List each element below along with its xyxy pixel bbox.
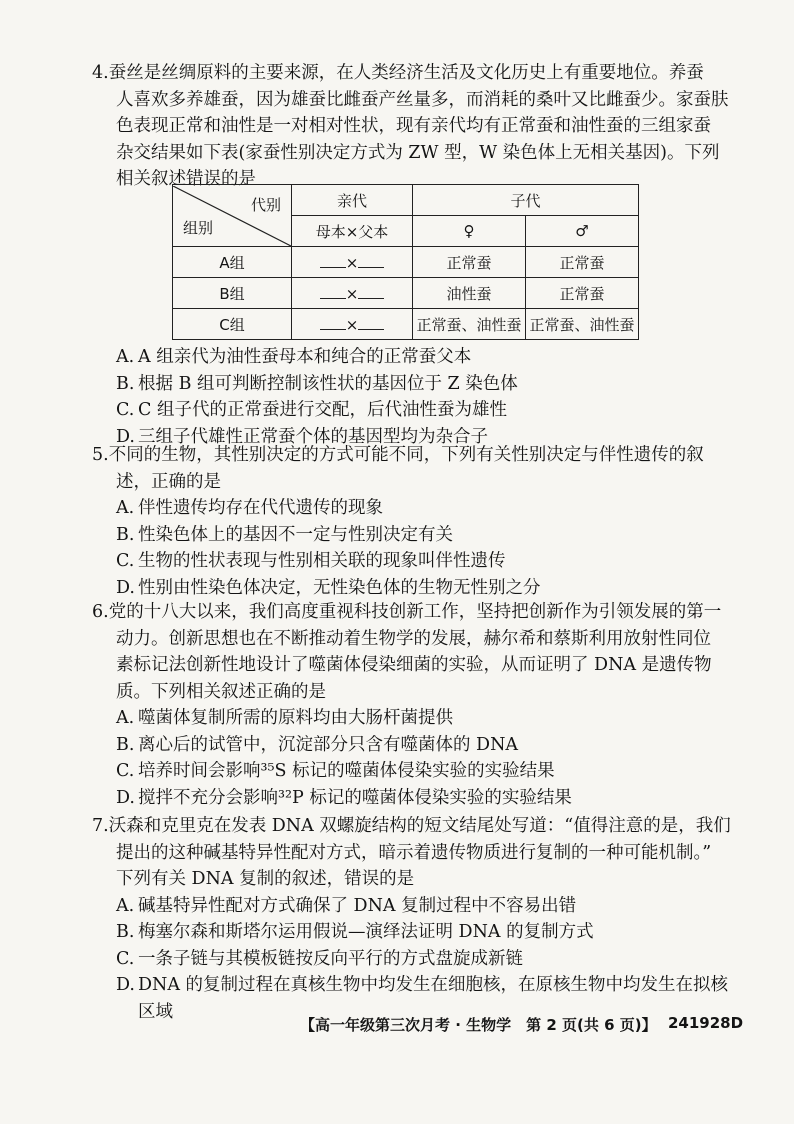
question-6-stem-line: 质。下列相关叙述正确的是: [116, 681, 326, 702]
option-c[interactable]: C. 生物的性状表现与性别相关联的现象叫伴性遗传: [116, 551, 506, 571]
question-7-stem-line: 下列有关 DNA 复制的叙述，错误的是: [116, 869, 415, 889]
group-cell: A组: [173, 247, 292, 278]
question-6-stem-line: 动力。创新思想也在不断推动着生物学的发展，赫尔希和蔡斯利用放射性同位: [116, 628, 711, 649]
question-5-stem-line: 述，正确的是: [116, 471, 221, 492]
option-b[interactable]: B. 性染色体上的基因不一定与性别决定有关: [116, 524, 453, 545]
male-offspring-cell: 正常蚕: [526, 247, 639, 278]
option-d-continuation: 区域: [138, 1001, 173, 1022]
header-female-symbol: ♀: [413, 216, 526, 247]
question-5-stem-line: 5.不同的生物，其性别决定的方式可能不同，下列有关性别决定与伴性遗传的叙: [92, 445, 704, 465]
female-offspring-cell: 油性蚕: [413, 278, 526, 309]
male-offspring-cell: 正常蚕、油性蚕: [526, 309, 639, 340]
header-group-label: 组别: [183, 218, 214, 237]
question-6: [92, 599, 742, 811]
option-d[interactable]: D. 性别由性染色体决定，无性染色体的生物无性别之分: [116, 577, 541, 598]
option-a[interactable]: A. 碱基特异性配对方式确保了 DNA 复制过程中不容易出错: [116, 895, 577, 916]
option-c[interactable]: C. C 组子代的正常蚕进行交配，后代油性蚕为雄性: [116, 400, 507, 420]
question-6-stem-line: 6.党的十八大以来，我们高度重视科技创新工作，坚持把创新作为引领发展的第一: [92, 602, 722, 622]
group-cell: C组: [173, 309, 292, 340]
option-a[interactable]: A. 噬菌体复制所需的原料均由大肠杆菌提供: [116, 708, 453, 728]
page-footer: [300, 1014, 744, 1035]
question-4-stem-line: 人喜欢多养雄蚕，因为雄蚕比雌蚕产丝量多，而消耗的桑叶又比雌蚕少。家蚕肤: [116, 89, 729, 110]
header-generation-label: 代别: [250, 195, 281, 214]
option-d[interactable]: D. 三组子代雄性正常蚕个体的基因型均为杂合子: [116, 426, 488, 447]
question-4-stem-line: 杂交结果如下表(家蚕性别决定方式为 ZW 型，W 染色体上无相关基因)。下列: [116, 142, 720, 163]
male-offspring-cell: 正常蚕: [526, 278, 639, 309]
question-5: [92, 442, 742, 601]
question-7: [92, 813, 742, 1025]
header-parent: 亲代: [292, 185, 413, 216]
question-4-stem-line: 色表现正常和油性是一对相对性状，现有亲代均有正常蚕和油性蚕的三组家蚕: [116, 116, 711, 136]
table-corner-header: [173, 185, 292, 247]
parent-blank-cell: ×: [292, 247, 413, 278]
parent-blank-cell: ×: [292, 309, 413, 340]
parent-blank-cell: ×: [292, 278, 413, 309]
header-male-symbol: ♂: [526, 216, 639, 247]
group-cell: B组: [173, 278, 292, 309]
option-c[interactable]: C. 培养时间会影响³⁵S 标记的噬菌体侵染实验的实验结果: [116, 761, 555, 781]
question-7-stem-line: 7.沃森和克里克在发表 DNA 双螺旋结构的短文结尾处写道：“值得注意的是，我们: [92, 816, 731, 836]
question-4-stem-line: 相关叙述错误的是: [116, 169, 256, 189]
option-d[interactable]: D. DNA 的复制过程在真核生物中均发生在细胞核，在原核生物中均发生在拟核: [116, 975, 729, 995]
option-b[interactable]: B. 离心后的试管中，沉淀部分只含有噬菌体的 DNA: [116, 734, 519, 755]
header-parent-cross: 母本×父本: [292, 216, 413, 247]
female-offspring-cell: 正常蚕、油性蚕: [413, 309, 526, 340]
female-offspring-cell: 正常蚕: [413, 247, 526, 278]
option-c[interactable]: C. 一条子链与其模板链按反向平行的方式盘旋成新链: [116, 948, 523, 969]
table-row: [173, 247, 639, 278]
table-row: [173, 309, 639, 340]
table-row: [173, 278, 639, 309]
footer-title: 【高一年级第三次月考 · 生物学 第 2 页(共 6 页)】: [300, 1016, 657, 1034]
cross-results-table: [172, 184, 639, 340]
option-a[interactable]: A. A 组亲代为油性蚕母本和纯合的正常蚕父本: [116, 347, 472, 367]
paper-code: 241928D: [668, 1014, 744, 1032]
question-7-stem-line: 提出的这种碱基特异性配对方式，暗示着遗传物质进行复制的一种可能机制。”: [116, 842, 712, 863]
option-d[interactable]: D. 搅拌不充分会影响³²P 标记的噬菌体侵染实验的实验结果: [116, 787, 572, 808]
question-4-stem-line: 4.蚕丝是丝绸原料的主要来源，在人类经济生活及文化历史上有重要地位。养蚕: [92, 63, 704, 83]
question-4: [92, 60, 742, 193]
header-offspring: 子代: [413, 185, 639, 216]
option-b[interactable]: B. 根据 B 组可判断控制该性状的基因位于 Z 染色体: [116, 373, 518, 394]
option-a[interactable]: A. 伴性遗传均存在代代遗传的现象: [116, 498, 383, 518]
question-4-options: [92, 344, 742, 450]
question-6-stem-line: 素标记法创新性地设计了噬菌体侵染细菌的实验，从而证明了 DNA 是遗传物: [116, 655, 712, 675]
option-b[interactable]: B. 梅塞尔森和斯塔尔运用假说—演绎法证明 DNA 的复制方式: [116, 922, 594, 942]
